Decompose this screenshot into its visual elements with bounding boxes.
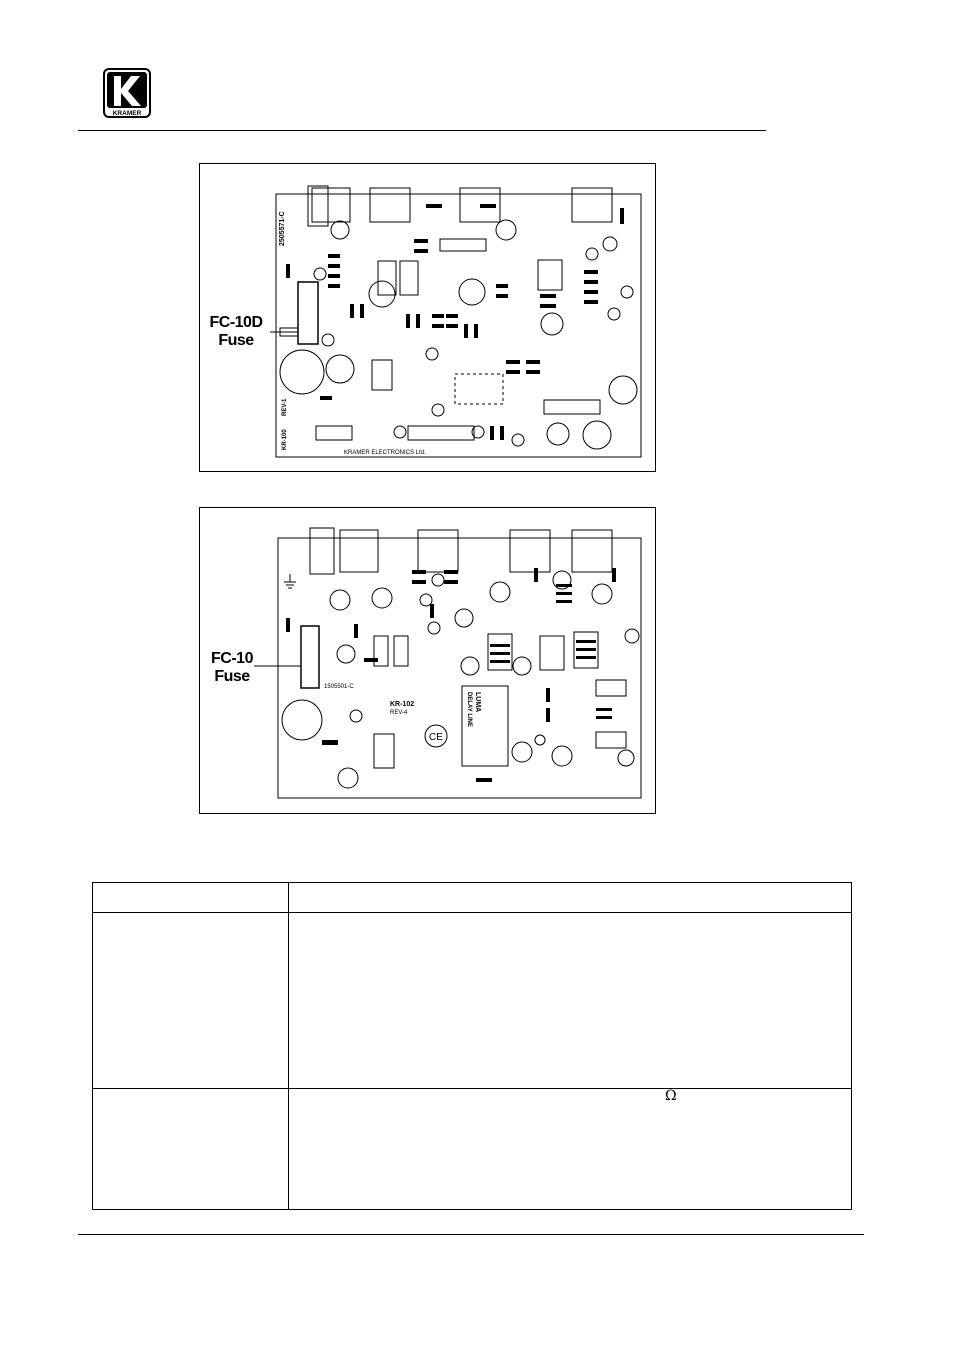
ce-mark: CE	[429, 732, 443, 743]
delay-line-text-2: DELAY LINE	[466, 692, 472, 728]
board-id-text: 1505501-C	[324, 684, 354, 690]
board-id-text: 2505571-C	[279, 211, 286, 246]
fuse-label-line1: FC-10D	[209, 314, 263, 331]
delay-line-text-1: LUMA	[474, 692, 481, 713]
board-maker-text: KRAMER ELECTRONICS Ltd.	[344, 450, 426, 456]
table-row-divider	[93, 1088, 851, 1089]
spec-table	[92, 882, 852, 1210]
fuse-label-line1: FC-10	[211, 650, 253, 667]
fuse-label-fc10d	[203, 314, 269, 350]
pcb-figure-kr102	[199, 507, 656, 814]
board-rev-text: REV-4	[390, 710, 408, 716]
kramer-logo	[103, 68, 151, 118]
pcb-figure-kr100	[199, 163, 656, 472]
board-model-text: KR-102	[390, 701, 415, 708]
board-rev-text: REV-1	[282, 398, 288, 416]
header-rule	[78, 130, 766, 131]
table-header-divider	[93, 912, 851, 913]
fuse-label-fc10	[204, 650, 260, 686]
footer-rule	[78, 1234, 864, 1235]
table-column-divider	[288, 883, 289, 1209]
svg-text:KRAMER: KRAMER	[112, 110, 142, 117]
fuse-label-line2: Fuse	[214, 668, 250, 685]
fuse-label-line2: Fuse	[218, 332, 254, 349]
pcb-drawing-kr102	[200, 508, 655, 813]
omega-symbol: Ω	[665, 1088, 677, 1104]
board-model-text: KR-100	[282, 429, 288, 450]
